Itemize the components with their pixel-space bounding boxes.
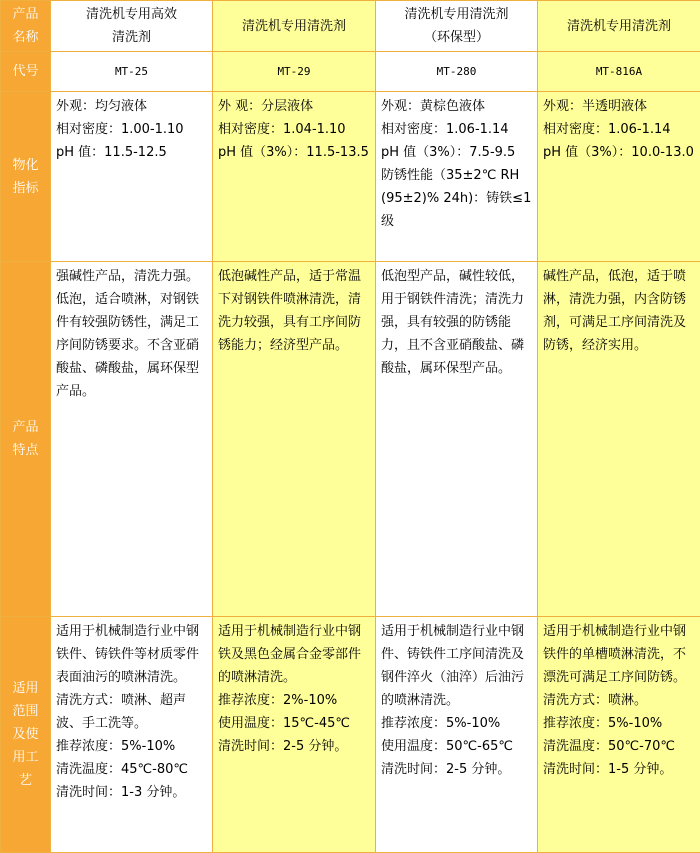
product-scope-1: 适用于机械制造行业中钢铁件、铸铁件等材质零件表面油污的喷淋清洗。 清洗方式：喷淋、超声波、手工洗等。 推荐浓度：5%-10% 清洗温度：45℃-80℃ 清洗时间：1-3 分钟。	[51, 617, 213, 853]
product-code-3: MT-280	[376, 52, 538, 92]
product-props-2: 外 观：分层液体 相对密度：1.04-1.10 pH 值（3%）：11.5-13.5	[213, 92, 376, 262]
product-props-4: 外观：半透明液体 相对密度：1.06-1.14 pH 值（3%）：10.0-13.0	[538, 92, 700, 262]
product-name-2: 清洗机专用清洗剂	[213, 1, 376, 52]
product-scope-3: 适用于机械制造行业中钢件、铸铁件工序间清洗及钢件淬火（油淬）后油污的喷淋清洗。 推荐浓度：5%-10% 使用温度：50℃-65℃ 清洗时间：2-5 分钟。	[376, 617, 538, 853]
product-props-1: 外观：均匀液体 相对密度：1.00-1.10 pH 值：11.5-12.5	[51, 92, 213, 262]
label-code: 代号	[1, 52, 51, 92]
product-features-1: 强碱性产品，清洗力强。低泡，适合喷淋，对钢铁件有较强防锈性，满足工序间防锈要求。不含亚硝酸盐、磷酸盐，属环保型产品。	[51, 262, 213, 617]
label-properties: 物化 指标	[1, 92, 51, 262]
product-code-2: MT-29	[213, 52, 376, 92]
row-properties	[1, 92, 700, 262]
product-code-1: MT-25	[51, 52, 213, 92]
row-code	[1, 52, 700, 92]
label-features: 产品 特点	[1, 262, 51, 617]
product-name-3: 清洗机专用清洗剂 （环保型）	[376, 1, 538, 52]
product-scope-4: 适用于机械制造行业中钢铁件的单槽喷淋清洗，不漂洗可满足工序间防锈。 清洗方式：喷淋。 推荐浓度：5%-10% 清洗温度：50℃-70℃ 清洗时间：1-5 分钟。	[538, 617, 700, 853]
product-name-4: 清洗机专用清洗剂	[538, 1, 700, 52]
row-product-name	[1, 1, 700, 52]
product-code-4: MT-816A	[538, 52, 700, 92]
row-scope	[1, 617, 700, 853]
product-features-3: 低泡型产品，碱性较低，用于钢铁件清洗；清洗力强，具有较强的防锈能力，且不含亚硝酸盐、磷酸盐，属环保型产品。	[376, 262, 538, 617]
product-props-3: 外观：黄棕色液体 相对密度：1.06-1.14 pH 值（3%）：7.5-9.5 防锈性能（35±2℃ RH(95±2)% 24h)：铸铁≤1 级	[376, 92, 538, 262]
product-features-4: 碱性产品，低泡，适于喷淋，清洗力强，内含防锈剂，可满足工序间清洗及防锈，经济实用。	[538, 262, 700, 617]
product-name-1: 清洗机专用高效 清洗剂	[51, 1, 213, 52]
label-product-name: 产品 名称	[1, 1, 51, 52]
product-scope-2: 适用于机械制造行业中钢铁及黑色金属合金零部件的喷淋清洗。 推荐浓度：2%-10% 使用温度：15℃-45℃ 清洗时间：2-5 分钟。	[213, 617, 376, 853]
row-features	[1, 262, 700, 617]
label-scope: 适用 范围 及使 用工 艺	[1, 617, 51, 853]
product-features-2: 低泡碱性产品，适于常温下对钢铁件喷淋清洗，清洗力较强，具有工序间防锈能力；经济型产品。	[213, 262, 376, 617]
